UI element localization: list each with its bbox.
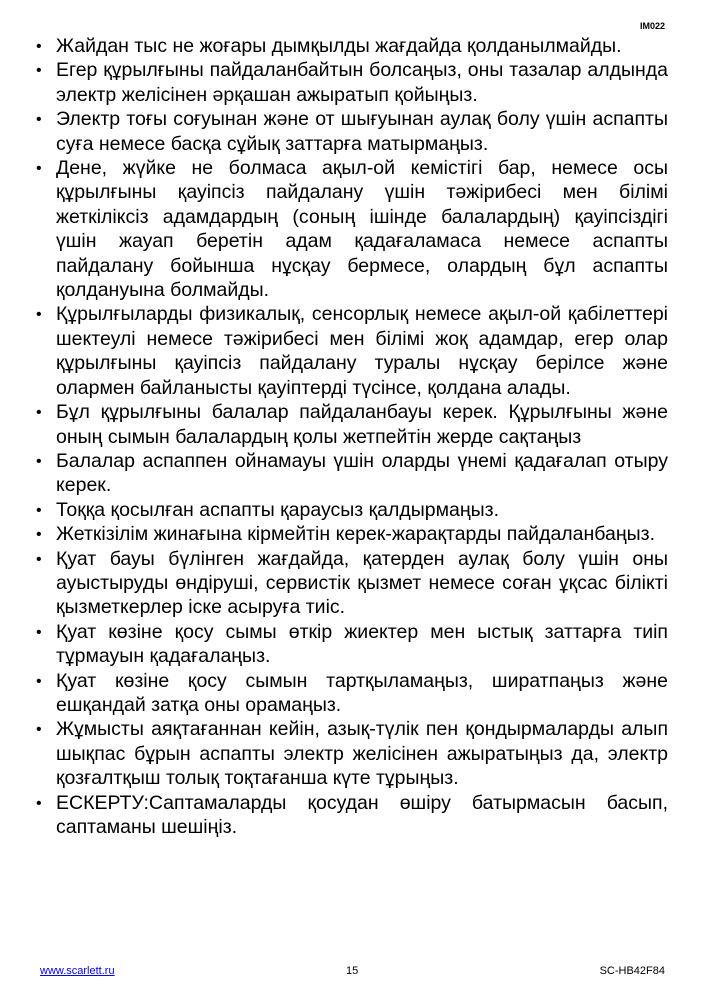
bullet-item: • Балалар аспаппен ойнамауы үшін оларды үнемі қадағалап отыру керек. — [36, 449, 668, 498]
bullet-item: • Егер құрылғыны пайдаланбайтын болсаңыз, оны тазалар алдында электр желісінен әрқашан ажыратып қойыңыз. — [36, 58, 668, 107]
bullet-item: • Жеткізілім жинағына кірмейтін керек-жарақтарды пайдаланбаңыз. — [36, 522, 668, 546]
bullet-item: • Қуат көзіне қосу сымы өткір жиектер мен ыстық заттарға тиіп тұрмауын қадағалаңыз. — [36, 620, 668, 669]
safety-bullet-list — [36, 34, 668, 839]
page-footer — [40, 965, 665, 979]
document-code: IM022 — [639, 21, 665, 31]
bullet-item: • Жайдан тыс не жоғары дымқылды жағдайда қолданылмайды. — [36, 34, 668, 58]
website-link[interactable]: www.scarlett.ru — [40, 965, 115, 977]
bullet-item: • Жұмысты аяқтағаннан кейін, азық-түлік пен қондырмаларды алып шықпас бұрын аспапты электр желісінен ажыратыңыз да, электр қозғалтқыш толық тоқтағанша күте тұрыңыз. — [36, 717, 668, 790]
bullet-item: • Құрылғыларды физикалық, сенсорлық немесе ақыл-ой қабілеттері шектеулі немесе тәжірибесі мен білімі жоқ адамдар, егер олар құрылғыны қауіпсіз пайдалану туралы нұсқау берілсе және олармен байланысты қауіптерді түсінсе, қолдана алады. — [36, 302, 668, 400]
bullet-item: • Қуат көзіне қосу сымын тартқыламаңыз, ширатпаңыз және ешқандай затқа оны орамаңыз. — [36, 669, 668, 718]
bullet-item: • Дене, жүйке не болмаса ақыл-ой кемістігі бар, немесе осы құрылғыны қауіпсіз пайдалану үшін тәжірибесі мен білімі жеткіліксіз адамдардың (соның ішінде балалардың) қауіпсіздігі үшін жауап беретін адам қадағаламаса немесе аспапты пайдалану бойынша нұсқау бермесе, олардың бұл аспапты қолдануына болмайды. — [36, 156, 668, 302]
bullet-item: • Тоққа қосылған аспапты қараусыз қалдырмаңыз. — [36, 498, 668, 522]
bullet-item: • Электр тоғы соғуынан және от шығуынан аулақ болу үшін аспапты суға немесе басқа сұйық заттарға матырмаңыз. — [36, 107, 668, 156]
page-number: 15 — [346, 965, 359, 977]
model-number: SC-HB42F84 — [599, 965, 665, 977]
bullet-item: • Қуат бауы бүлінген жағдайда, қатерден аулақ болу үшін оны ауыстыруды өндіруші, сервистік қызмет немесе соған ұқсас білікті қызметкерлер іске асыруға тиіс. — [36, 547, 668, 620]
bullet-item: • ЕСКЕРТУ:Саптамаларды қосудан өшіру батырмасын басып, саптаманы шешіңіз. — [36, 791, 668, 840]
bullet-item: • Бұл құрылғыны балалар пайдаланбауы керек. Құрылғыны және оның сымын балалардың қолы жетпейтін жерде сақтаңыз — [36, 400, 668, 449]
